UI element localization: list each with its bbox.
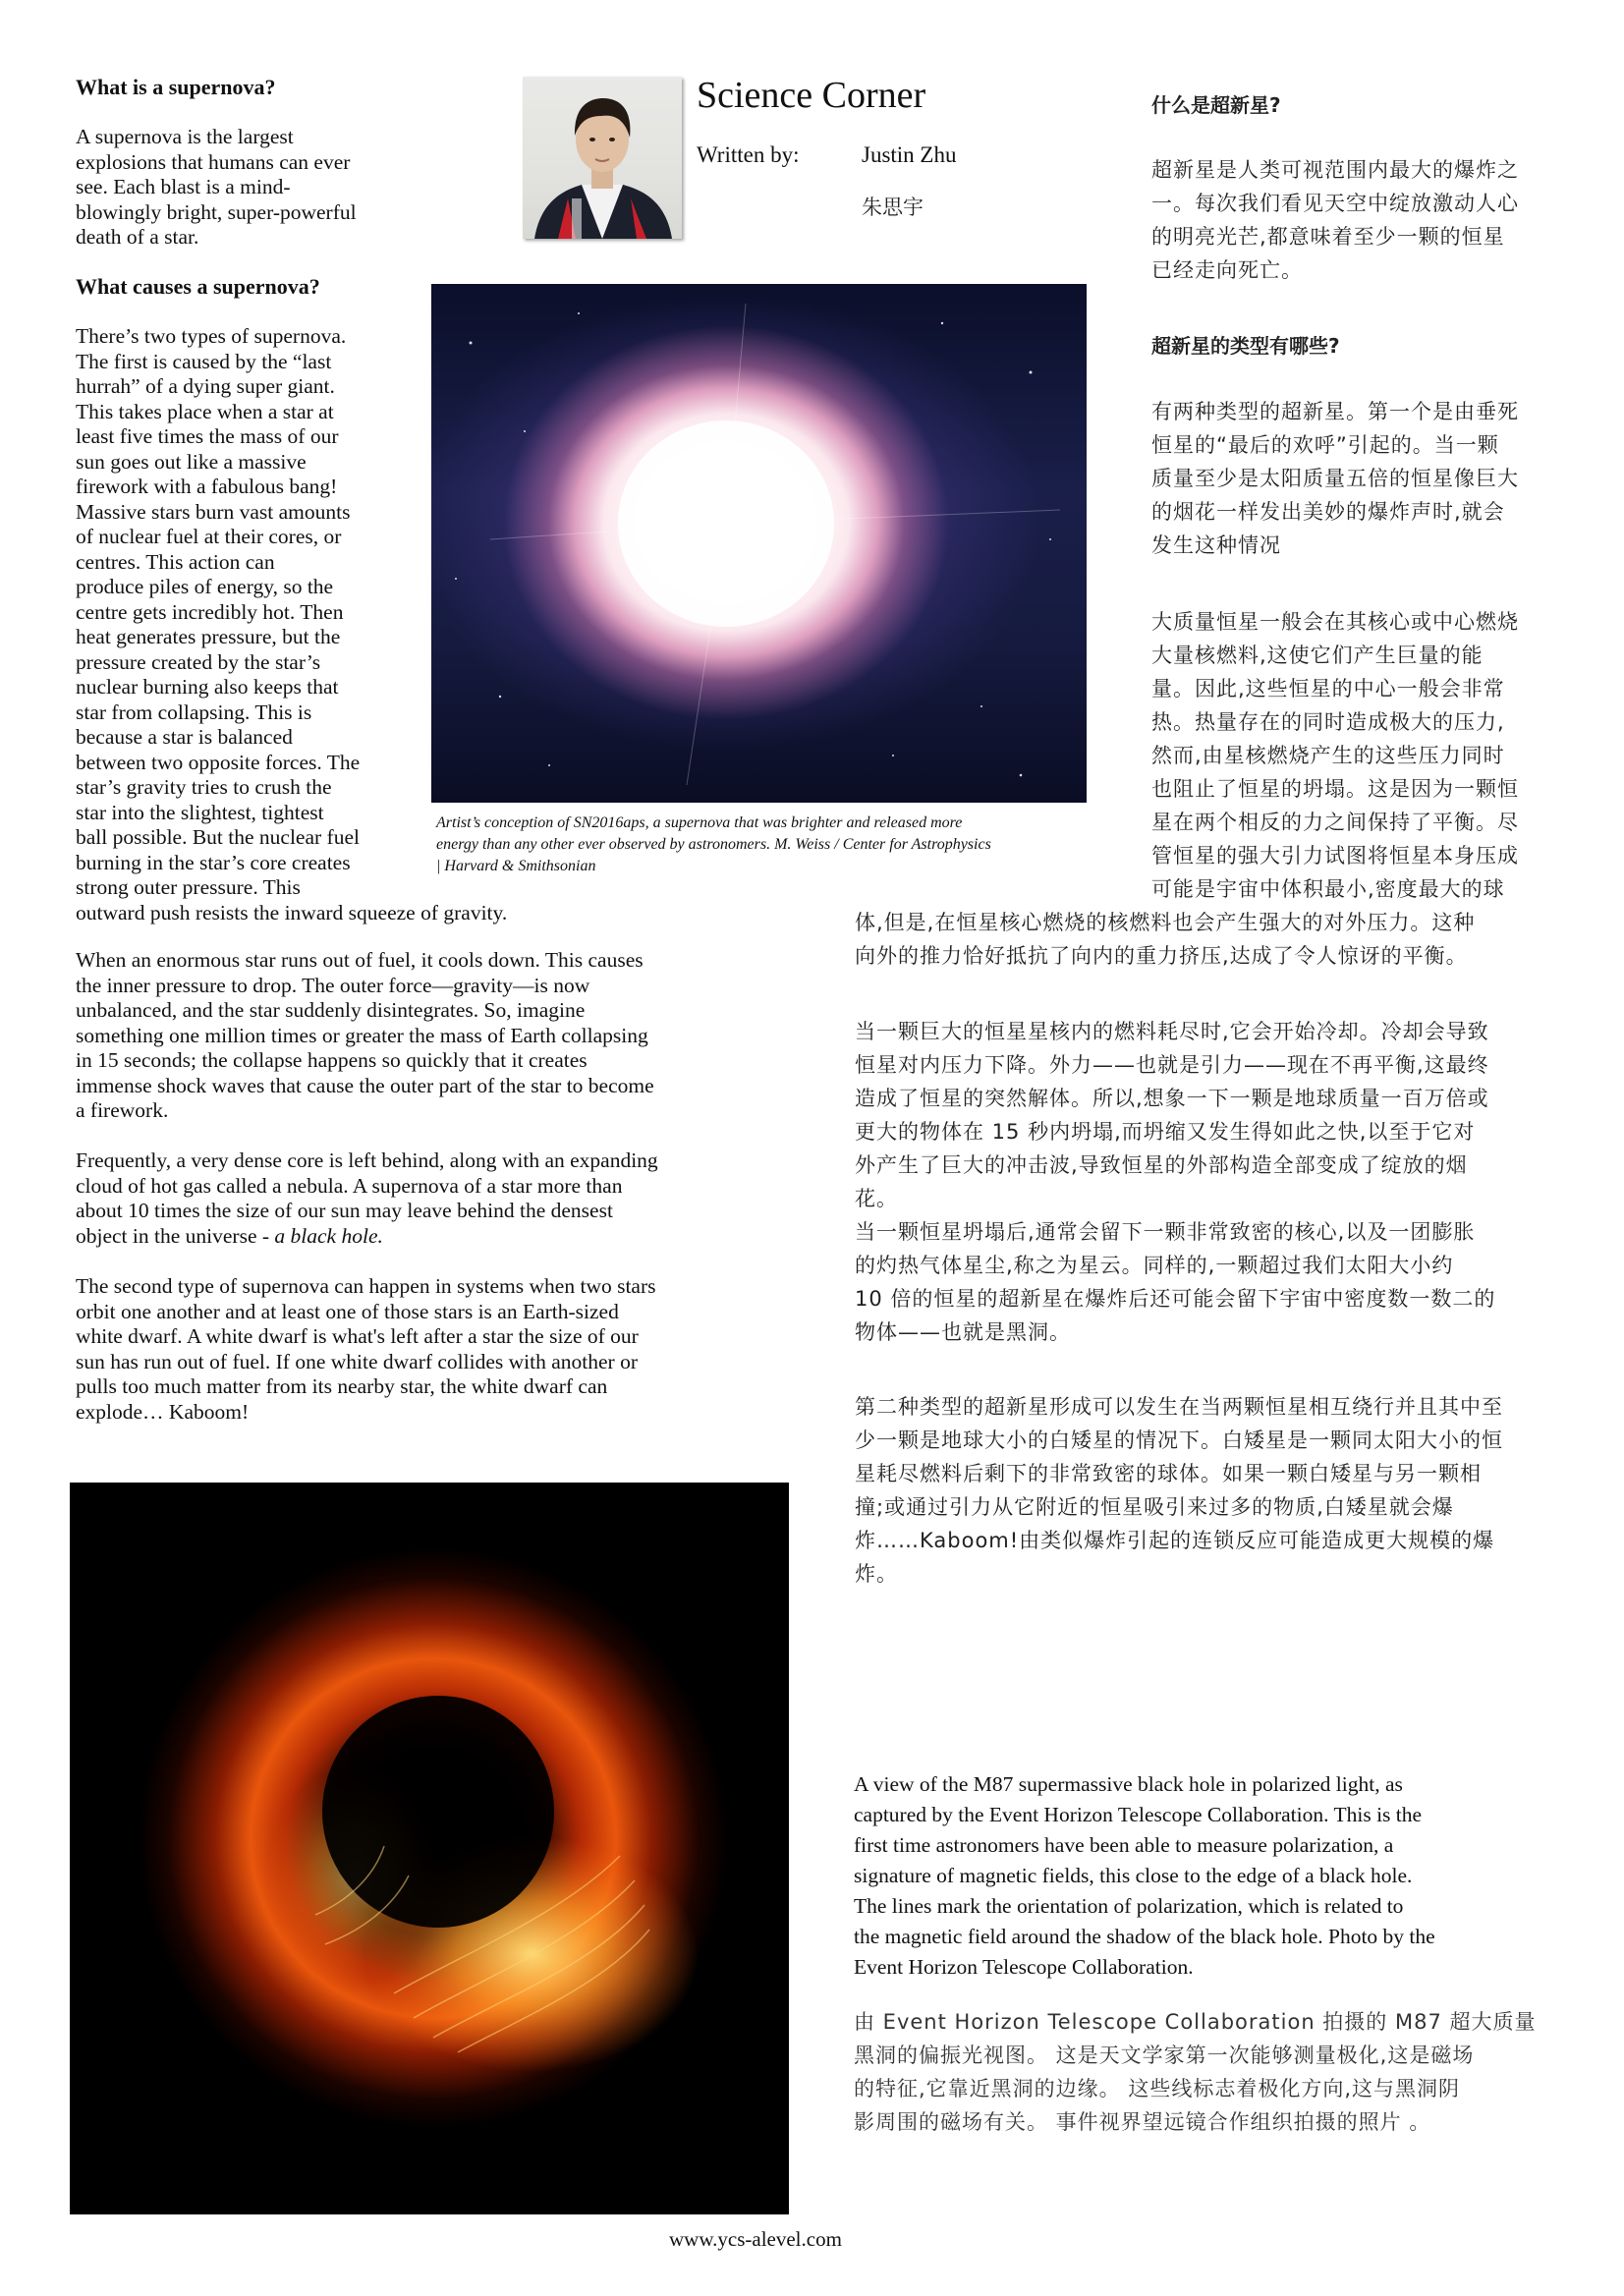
heading-what-causes-supernova: What causes a supernova? — [76, 274, 320, 299]
page-title: Science Corner — [697, 75, 926, 116]
collapse-paragraph: When an enormous star runs out of fuel, it cools down. This causes the inner pressure to drop. The outer force—gravity—is now unbalanced, and the star suddenly disintegrates. So, imagine something one million times or greater the mass of Earth collapsing in 15 seconds; the collapse happens so quickly that it creates immense shock waves that cause the outer part of the star to become a firework. — [76, 948, 654, 1122]
supernova-image — [431, 284, 1087, 803]
heading-what-is-supernova: What is a supernova? — [76, 75, 276, 99]
zh-intro-paragraph: 超新星是人类可视范围内最大的爆炸之 一。每次我们看见天空中绽放激动人心 的明亮光芒,都意味着至少一颗的恒星 已经走向死亡。 — [1151, 158, 1519, 282]
black-hole-caption-en: A view of the M87 supermassive black hole in polarized light, as captured by the Event Horizon Telescope Collaboration. This is the first time astronomers have been able to measure polarization, a signature of magnetic fields, this close to the edge of a black hole. The lines mark the orientation of polarization, which is related to the magnetic field around the shadow of the black hole. Photo by the Event Horizon Telescope Collaboration. — [854, 1772, 1435, 1979]
dense-core-paragraph: Frequently, a very dense core is left behind, along with an expanding cloud of hot gas called a nebula. A supernova of a star more than about 10 times the size of our sun may leave behind the densest object in the universe - a black hole. — [76, 1148, 658, 1248]
zh-collapse-paragraph: 当一颗巨大的恒星星核内的燃料耗尽时,它会开始冷却。冷却会导致 恒星对内压力下降。外力——也就是引力——现在不再平衡,这最终 造成了恒星的突然解体。所以,想象一下一颗是地球质量一百万倍或 更大的物体在 15 秒内坍塌,而坍缩又发生得如此之快,以至于它对 外产生了巨大的冲击波,导致恒星的外部构造全部变成了绽放的烟 花。 当一颗恒星坍塌后,通常会留下一颗非常致密的核心,以及一团膨胀 的灼热气体星尘,称之为星云。同样的,一颗超过我们太阳大小约 10 倍的恒星的超新星在爆炸后还可能会留下宇宙中密度数一数二的 物体——也就是黑洞。 — [855, 1020, 1496, 1344]
supernova-caption: Artist’s conception of SN2016aps, a supernova that was brighter and released more energy than any other ever observed by astronomers. M. Weiss / Center for Astrophysics | Harvard & Smithsonian — [436, 814, 991, 874]
author-portrait — [523, 77, 682, 239]
white-dwarf-paragraph: The second type of supernova can happen in systems when two stars orbit one another and at least one of those stars is an Earth-sized white dwarf. A white dwarf is what's left after a star the size of our sun has run out of fuel. If one white dwarf collides with another or pulls too much matter from its nearby star, the white dwarf can explode… Kaboom! — [76, 1274, 656, 1424]
zh-fuel-paragraph-wide: 体,但是,在恒星核心燃烧的核燃料也会产生强大的对外压力。这种 向外的推力恰好抵抗了向内的重力挤压,达成了令人惊讶的平衡。 — [855, 911, 1476, 968]
zh-white-dwarf-paragraph: 第二种类型的超新星形成可以发生在当两颗恒星相互绕行并且其中至 少一颗是地球大小的白矮星的情况下。白矮星是一颗同太阳大小的恒 星耗尽燃料后剩下的非常致密的球体。如果一颗白矮星与另一颗相 撞;或通过引力从它附近的恒星吸引来过多的物质,白矮星就会爆 炸……Kaboom!由类似爆炸引起的连锁反应可能造成更大规模的爆 炸。 — [855, 1395, 1503, 1586]
heading-zh-types: 超新星的类型有哪些? — [1151, 334, 1340, 358]
black-hole-caption-zh: 由 Event Horizon Telescope Collaboration 拍摄的 M87 超大质量 黑洞的偏振光视图。 这是天文学家第一次能够测量极化,这是磁场 的特征,它靠近黑洞的边缘。 这些线标志着极化方向,这与黑洞阴 影周围的磁场有关。 事件视界望远镜合作组织拍摄的照片 。 — [854, 2010, 1537, 2134]
heading-zh-what-is-supernova: 什么是超新星? — [1151, 93, 1281, 117]
zh-fuel-paragraph: 大质量恒星一般会在其核心或中心燃烧 大量核燃料,这使它们产生巨量的能 量。因此,这些恒星的中心一般会非常 热。热量存在的同时造成极大的压力, 然而,由星核燃烧产生的这些压力同时 也阻止了恒星的坍塌。这是因为一颗恒 星在两个相反的力之间保持了平衡。尽 管恒星的强大引力试图将恒星本身压成 可能是宇宙中体积最小,密度最大的球 — [1151, 610, 1519, 901]
written-by-label: Written by: — [697, 142, 800, 167]
black-hole-image — [70, 1483, 789, 2214]
author-name-en: Justin Zhu — [862, 142, 957, 167]
footer-url[interactable]: www.ycs-alevel.com — [669, 2227, 842, 2251]
author-name-zh: 朱思宇 — [862, 196, 924, 219]
zh-types-paragraph: 有两种类型的超新星。第一个是由垂死 恒星的“最后的欢呼”引起的。当一颗 质量至少是太阳质量五倍的恒星像巨大 的烟花一样发出美妙的爆炸声时,就会 发生这种情况 — [1151, 400, 1519, 557]
intro-paragraph: A supernova is the largest explosions that humans can ever see. Each blast is a mind- blowingly bright, super-powerful death of a star. — [76, 125, 357, 249]
causes-paragraph: There’s two types of supernova. The first is caused by the “last hurrah” of a dying super giant. This takes place when a star at least five times the mass of our sun goes out like a massive firework with a fabulous bang! Massive stars burn vast amounts of nuclear fuel at their cores, or centres. This action can produce piles of energy, so the centre gets incredibly hot. Then heat generates pressure, but the pressure created by the star’s nuclear burning also keeps that star from collapsing. This is because a star is balanced between two opposite forces. The star’s gravity tries to crush the star into the slightest, tightest ball possible. But the nuclear fuel burning in the star’s core creates strong outer pressure. This outward push resists the inward squeeze of gravity. — [76, 324, 508, 924]
